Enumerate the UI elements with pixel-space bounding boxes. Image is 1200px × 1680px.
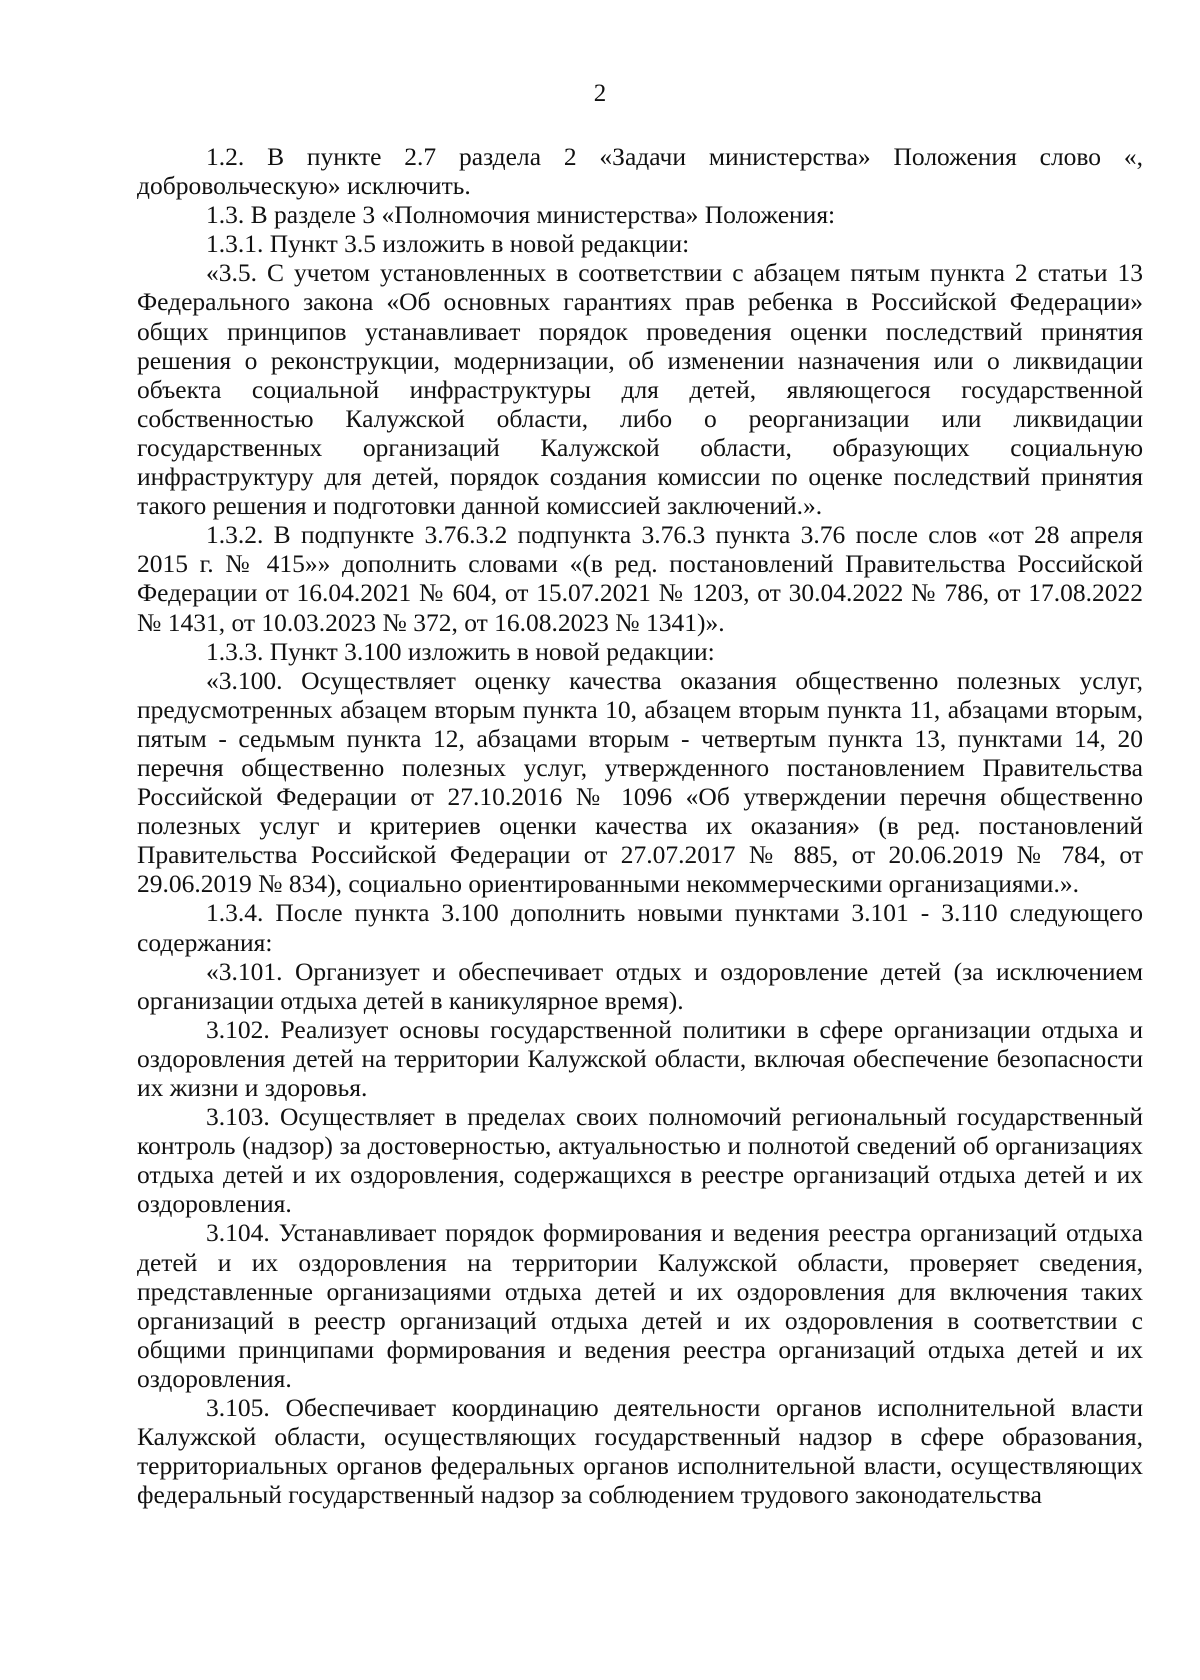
paragraph-3-102: 3.102. Реализует основы государственной политики в сфере организации отдыха и оздоровления детей на территории Калужской области, включая обеспечение безопасности их жизни и здоровья. — [137, 1014, 1143, 1102]
paragraph-3-105: 3.105. Обеспечивает координацию деятельности органов исполнительной власти Калужской области, осуществляющих государственный надзор в сфере образования, территориальных органов федеральных органов исполнительной власти, осуществляющих федеральный государственный надзор за соблюдением трудового законодательства — [137, 1393, 1143, 1510]
paragraph-1-3: 1.3. В разделе 3 «Полномочия министерства» Положения: — [206, 200, 836, 230]
paragraph-1-3-2: 1.3.2. В подпункте 3.76.3.2 подпункта 3.76.3 пункта 3.76 после слов «от 28 апреля 2015 г. № 415»» дополнить словами «(в ред. постановлений Правительства Российской Федерации от 16.04.2021 № 604, от 15.07.2021 № 1203, от 30.04.2022 № 786, от 17.08.2022 № 1431, от 10.03.2023 № 372, от 16.08.2023 № 1341)». — [137, 520, 1143, 637]
paragraph-3-100-text: «3.100. Осуществляет оценку качества оказания общественно полезных услуг, предусмотренных абзацем вторым пункта 10, абзацем вторым пункта 11, абзацами вторым, пятым - седьмым пункта 12, абзацами вторым - четвертым пункта 13, пунктами 14, 20 перечня общественно полезных услуг, утвержденного постановлением Правительства Российской Федерации от 27.10.2016 № 1096 «Об утверждении перечня общественно полезных услуг и критериев оценки качества их оказания» (в ред. постановлений Правительства Российской Федерации от 27.07.2017 № 885, от 20.06.2019 № 784, от 29.06.2019 № 834), социально ориентированными некоммерческими организациями.». — [137, 665, 1143, 899]
paragraph-1-2: 1.2. В пункте 2.7 раздела 2 «Задачи министерства» Положения слово «, добровольческую» исключить. — [137, 142, 1143, 201]
paragraph-1-3-3: 1.3.3. Пункт 3.100 изложить в новой редакции: — [206, 636, 715, 666]
paragraph-3-104: 3.104. Устанавливает порядок формирования и ведения реестра организаций отдыха детей и их оздоровления на территории Калужской области, проверяет сведения, представленные организациями отдыха детей и их оздоровления для включения таких организаций в реестр организаций отдыха детей и их оздоровления в соответствии с общими принципами формирования и ведения реестра организаций отдыха детей и их оздоровления. — [137, 1218, 1143, 1393]
paragraph-1-3-4: 1.3.4. После пункта 3.100 дополнить новыми пунктами 3.101 - 3.110 следующего содержания: — [137, 898, 1143, 957]
paragraph-3-101: «3.101. Организует и обеспечивает отдых и оздоровление детей (за исключением организации отдыха детей в каникулярное время). — [137, 956, 1143, 1015]
paragraph-3-5-text: «3.5. С учетом установленных в соответствии с абзацем пятым пункта 2 статьи 13 Федерального закона «Об основных гарантиях прав ребенка в Российской Федерации» общих принципов устанавливает порядок проведения оценки последствий принятия решения о реконструкции, модернизации, об изменении назначения или о ликвидации объекта социальной инфраструктуры для детей, являющегося государственной собственностью Калужской области, либо о реорганизации или ликвидации государственных организаций Калужской области, образующих социальную инфраструктуру для детей, порядок создания комиссии по оценке последствий принятия такого решения и подготовки данной комиссией заключений.». — [137, 258, 1143, 521]
paragraph-1-3-1: 1.3.1. Пункт 3.5 изложить в новой редакции: — [206, 229, 690, 259]
paragraph-3-103: 3.103. Осуществляет в пределах своих полномочий региональный государственный контроль (надзор) за достоверностью, актуальностью и полнотой сведений об организациях отдыха детей и их оздоровления, содержащихся в реестре организаций отдыха детей и их оздоровления. — [137, 1102, 1143, 1219]
document-body — [137, 142, 1143, 1509]
page-number: 2 — [593, 80, 607, 107]
